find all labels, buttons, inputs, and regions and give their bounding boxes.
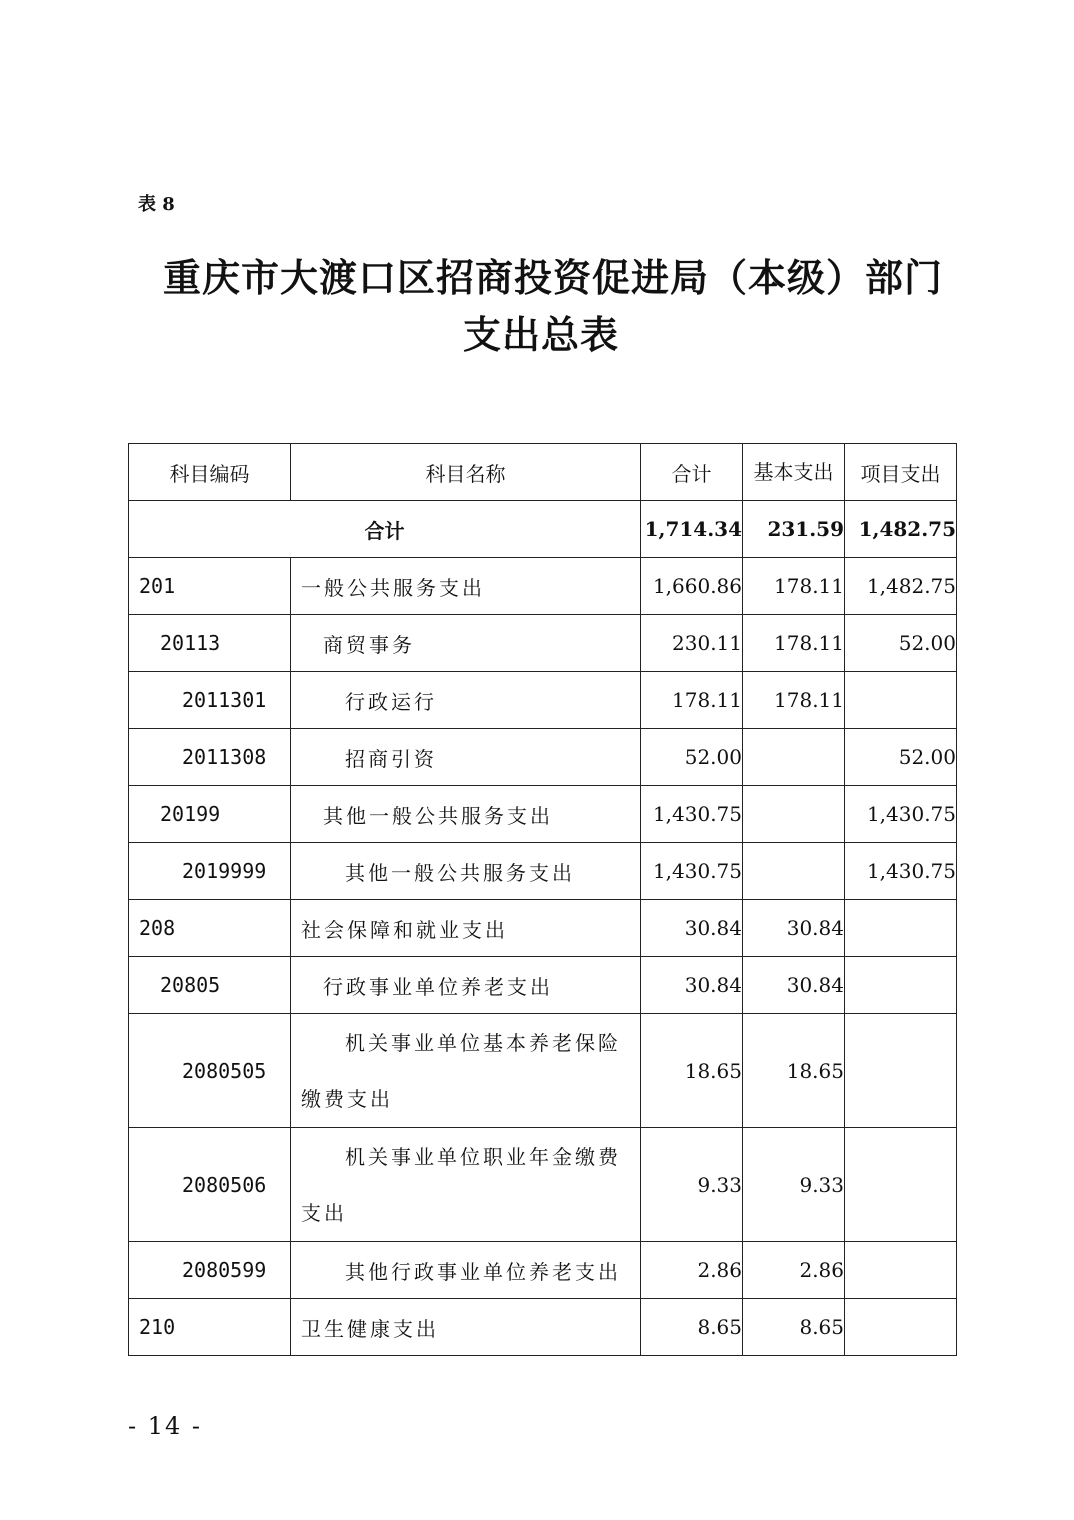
row-code: 20113 — [129, 615, 291, 672]
row-total: 30.84 — [641, 900, 743, 957]
row-code: 210 — [129, 1299, 291, 1356]
page-number: - 14 - — [128, 1412, 203, 1440]
row-total: 230.11 — [641, 615, 743, 672]
header-basic: 基本支出 — [743, 444, 845, 501]
row-basic — [743, 729, 845, 786]
row-code: 2080599 — [129, 1242, 291, 1299]
row-code: 2019999 — [129, 843, 291, 900]
table-row — [129, 1014, 957, 1128]
row-project — [845, 957, 957, 1014]
row-project — [845, 1128, 957, 1242]
row-project: 1,430.75 — [845, 843, 957, 900]
row-total: 1,660.86 — [641, 558, 743, 615]
row-project — [845, 1242, 957, 1299]
table-label: 表 8 — [138, 194, 175, 215]
row-total: 178.11 — [641, 672, 743, 729]
row-name: 卫生健康支出 — [291, 1299, 641, 1356]
table-row — [129, 615, 957, 672]
row-basic — [743, 786, 845, 843]
table-row — [129, 1242, 957, 1299]
row-basic: 18.65 — [743, 1014, 845, 1128]
header-project: 项目支出 — [845, 444, 957, 501]
header-name: 科目名称 — [291, 444, 641, 501]
row-basic: 30.84 — [743, 957, 845, 1014]
table-row — [129, 1299, 957, 1356]
table-row — [129, 672, 957, 729]
row-code: 20805 — [129, 957, 291, 1014]
row-name: 一般公共服务支出 — [291, 558, 641, 615]
table-row — [129, 558, 957, 615]
row-name: 商贸事务 — [291, 615, 641, 672]
row-name: 机关事业单位职业年金缴费支出 — [291, 1128, 641, 1242]
row-project — [845, 900, 957, 957]
table-row — [129, 957, 957, 1014]
row-project — [845, 1299, 957, 1356]
row-basic — [743, 843, 845, 900]
row-basic: 178.11 — [743, 615, 845, 672]
row-name: 其他一般公共服务支出 — [291, 786, 641, 843]
row-code: 2080505 — [129, 1014, 291, 1128]
row-total: 9.33 — [641, 1128, 743, 1242]
row-project: 1,482.75 — [845, 558, 957, 615]
table-row — [129, 843, 957, 900]
page-title: 重庆市大渡口区招商投资促进局（本级）部门 — [162, 255, 943, 300]
row-total: 52.00 — [641, 729, 743, 786]
row-code: 208 — [129, 900, 291, 957]
table-header-row — [129, 444, 957, 501]
row-basic: 8.65 — [743, 1299, 845, 1356]
row-total: 1,430.75 — [641, 786, 743, 843]
table-row — [129, 1128, 957, 1242]
summary-basic: 231.59 — [743, 501, 845, 558]
table-row — [129, 729, 957, 786]
row-name: 其他一般公共服务支出 — [291, 843, 641, 900]
row-code: 2080506 — [129, 1128, 291, 1242]
row-project: 52.00 — [845, 729, 957, 786]
table-row — [129, 900, 957, 957]
summary-total: 1,714.34 — [641, 501, 743, 558]
row-code: 201 — [129, 558, 291, 615]
header-total: 合计 — [641, 444, 743, 501]
row-name: 机关事业单位基本养老保险缴费支出 — [291, 1014, 641, 1128]
expense-table — [128, 443, 957, 1356]
page-title-continued: 支出总表 — [462, 312, 619, 357]
row-total: 2.86 — [641, 1242, 743, 1299]
row-basic: 2.86 — [743, 1242, 845, 1299]
row-total: 30.84 — [641, 957, 743, 1014]
summary-label: 合计 — [129, 501, 641, 558]
row-name: 行政事业单位养老支出 — [291, 957, 641, 1014]
row-name: 招商引资 — [291, 729, 641, 786]
row-basic: 178.11 — [743, 672, 845, 729]
row-name: 社会保障和就业支出 — [291, 900, 641, 957]
row-project: 52.00 — [845, 615, 957, 672]
row-project — [845, 1014, 957, 1128]
summary-project: 1,482.75 — [845, 501, 957, 558]
row-code: 2011308 — [129, 729, 291, 786]
row-name: 其他行政事业单位养老支出 — [291, 1242, 641, 1299]
row-total: 1,430.75 — [641, 843, 743, 900]
row-code: 20199 — [129, 786, 291, 843]
summary-row — [129, 501, 957, 558]
row-code: 2011301 — [129, 672, 291, 729]
row-project — [845, 672, 957, 729]
row-total: 8.65 — [641, 1299, 743, 1356]
row-total: 18.65 — [641, 1014, 743, 1128]
row-basic: 9.33 — [743, 1128, 845, 1242]
table-row — [129, 786, 957, 843]
row-basic: 178.11 — [743, 558, 845, 615]
row-basic: 30.84 — [743, 900, 845, 957]
row-name: 行政运行 — [291, 672, 641, 729]
header-code: 科目编码 — [129, 444, 291, 501]
row-project: 1,430.75 — [845, 786, 957, 843]
